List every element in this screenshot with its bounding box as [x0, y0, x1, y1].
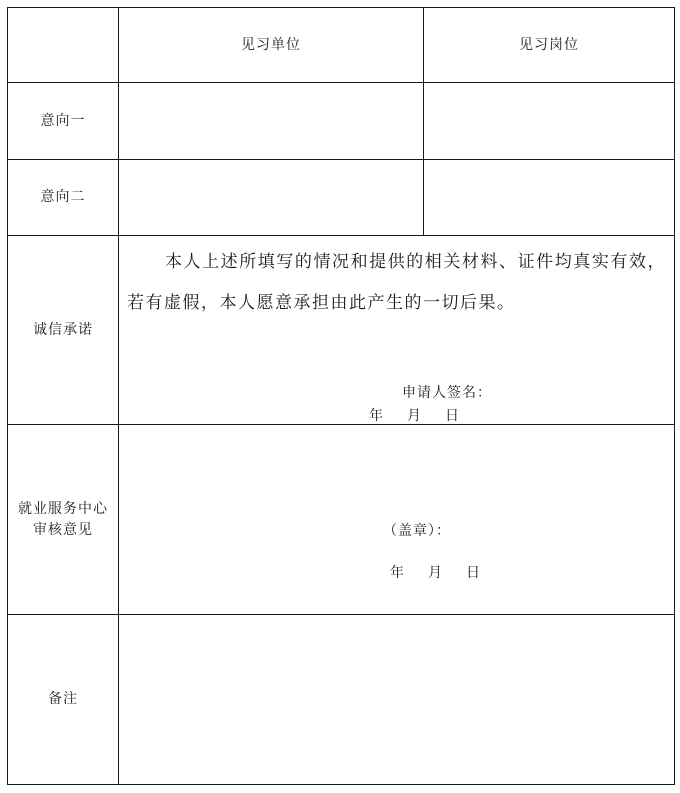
- header-row: [8, 8, 675, 83]
- pledge-year: 年: [369, 408, 383, 424]
- review-label: [8, 425, 119, 615]
- review-row: [8, 425, 675, 615]
- review-label-line2: 审核意见: [33, 521, 93, 538]
- applicant-signature-label: 申请人签名：: [402, 385, 492, 401]
- review-month: 月: [428, 565, 442, 581]
- integrity-row: [8, 236, 675, 425]
- review-date-line: [390, 563, 480, 583]
- internship-unit-header: 见习单位: [119, 8, 424, 83]
- notes-field[interactable]: [119, 615, 675, 785]
- review-year: 年: [390, 565, 404, 581]
- review-day: 日: [466, 565, 480, 581]
- seal-label: （盖章）：: [383, 523, 451, 539]
- pledge-month: 月: [407, 408, 421, 424]
- intent-one-row: [8, 83, 675, 160]
- pledge-date-line: [369, 406, 459, 426]
- intent-one-post-field[interactable]: [424, 83, 675, 160]
- review-opinion-cell: [119, 425, 675, 615]
- intent-one-label: 意向一: [8, 83, 119, 160]
- intent-one-unit-field[interactable]: [119, 83, 424, 160]
- review-label-line1: 就业服务中心: [18, 501, 108, 518]
- internship-post-header: 见习岗位: [424, 8, 675, 83]
- integrity-pledge-cell: [119, 236, 675, 425]
- corner-cell: [8, 8, 119, 83]
- integrity-label: 诚信承诺: [8, 236, 119, 425]
- application-form-table: [7, 7, 675, 785]
- intent-two-unit-field[interactable]: [119, 160, 424, 236]
- notes-row: [8, 615, 675, 785]
- intent-two-row: [8, 160, 675, 236]
- notes-label: 备注: [8, 615, 119, 785]
- pledge-day: 日: [445, 408, 459, 424]
- pledge-statement: 本人上述所填写的情况和提供的相关材料、证件均真实有效，若有虚假，本人愿意承担由此产生的一切后果。: [127, 252, 666, 313]
- intent-two-post-field[interactable]: [424, 160, 675, 236]
- intent-two-label: 意向二: [8, 160, 119, 236]
